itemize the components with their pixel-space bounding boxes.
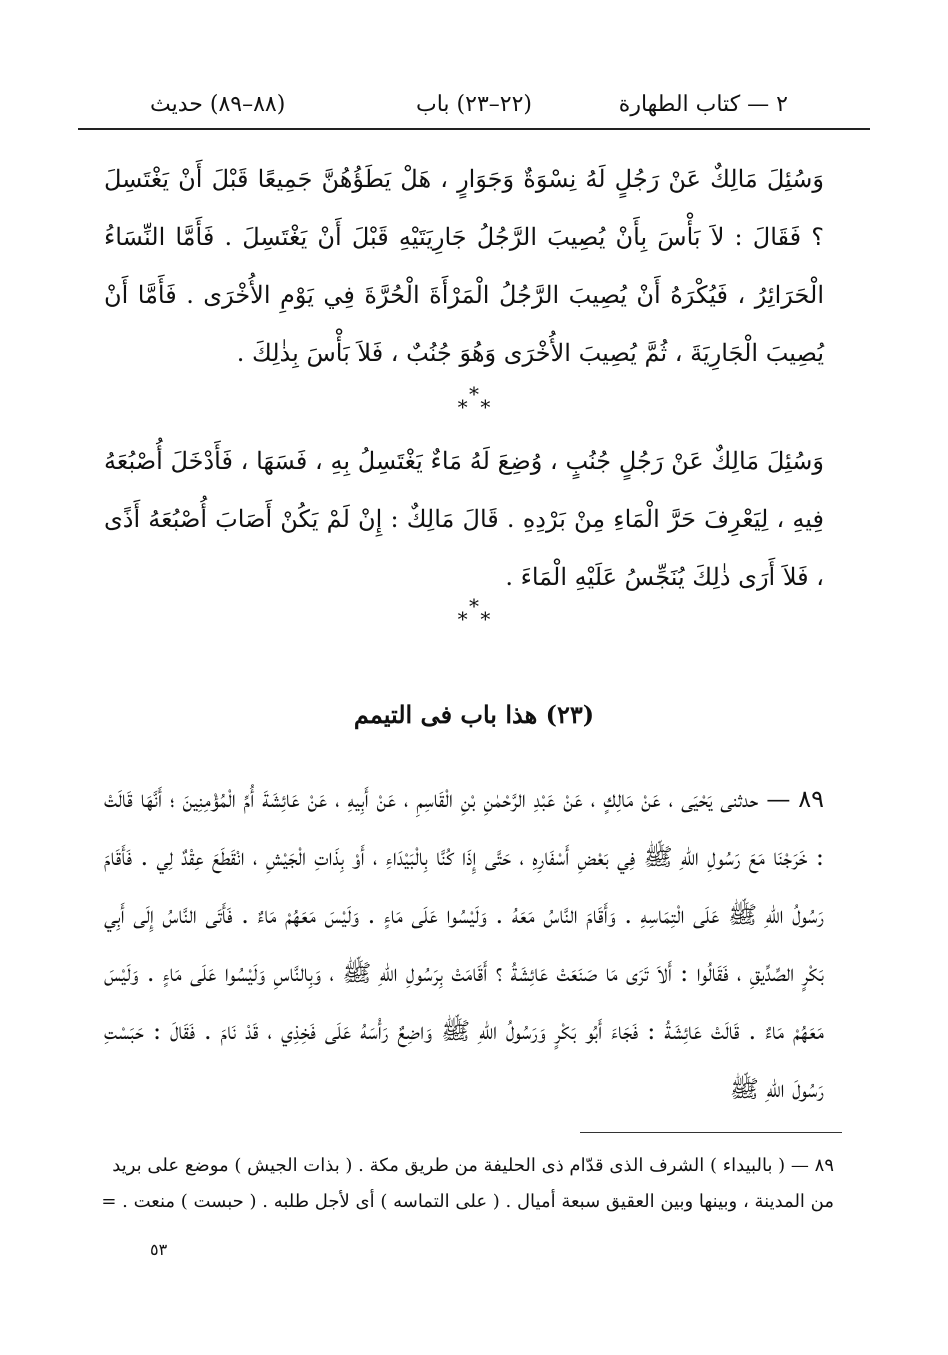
- footnote: [101, 1148, 834, 1220]
- page-header: [0, 92, 948, 122]
- book-title: ٢ — كتاب الطهارة: [618, 92, 788, 117]
- section-separator: [0, 382, 948, 419]
- chapter-heading: (٢٣) هذا باب فى التيمم: [353, 700, 595, 729]
- paragraph-question-2: وَسُئِلَ مَالِكٌ عَنْ رَجُلٍ جُنُبٍ ، وُضِعَ لَهُ مَاءٌ يَغْتَسِلُ بِهِ ، فَسَهَا ، فَأَدْخَلَ أُصْبُعَهُ فِيهِ ، لِيَعْرِفَ حَرَّ الْمَاءِ مِنْ بَرْدِهِ . قَالَ مَالِكٌ : إِنْ لَمْ يَكُنْ أَصَابَ أُصْبُعَهُ أَذًى ، فَلاَ أَرَى ذٰلِكَ يُنَجِّسُ عَلَيْهِ الْمَاءَ .: [104, 447, 824, 591]
- footnote-divider: [580, 1132, 842, 1133]
- hadith-range: (٨٨–٨٩) حديث: [150, 92, 286, 117]
- separator-star: *: [469, 382, 479, 406]
- separator-star: *: [480, 395, 491, 419]
- separator-star: *: [469, 594, 479, 618]
- page-number: ٥٣: [150, 1240, 168, 1259]
- section-separator: [0, 594, 948, 631]
- separator-star: *: [480, 607, 491, 631]
- header-divider: [78, 128, 870, 130]
- footnote-line: ٨٩ — ( بالبيداء ) الشرف الذى قدّام ذى الحليفة من طريق مكة . ( بذات الجيش ) موضع على بريد: [112, 1155, 834, 1176]
- chapter-range: (٢٢–٢٣) باب: [416, 92, 532, 117]
- separator-star: *: [457, 607, 468, 631]
- hadith-89: ٨٩ — حدثنى يَحْيَى ، عَنْ مَالِكٍ ، عَنْ عَبْدِ الرَّحْمٰنِ بْنِ الْقَاسِمِ ، عَنْ أَبِيهِ ، عَنْ عَائِشَةَ أُمِّ الْمُؤْمِنِينَ ؛ أَنَّهَا قَالَتْ : خَرَجْنَا مَعَ رَسُولِ اللّٰهِ ﷺ فِي بَعْضِ أَسْفَارِهِ ، حَتَّى إِذَا كُنَّا بِالْبَيْدَاءِ ، أَوْ بِذَاتِ الْجَيْشِ ، انْقَطَعَ عِقْدٌ لِي . فَأَقَامَ رَسُولُ اللّٰهِ ﷺ عَلَى الْتِمَاسِهِ . وَأَقَامَ النَّاسُ مَعَهُ . وَلَيْسُوا عَلَى مَاءٍ . وَلَيْسَ مَعَهُمْ مَاءٌ . فَأَتَى النَّاسُ إِلَى أَبِي بَكْرٍ الصِّدِّيقِ ، فَقَالُوا : أَلاَ تَرَى مَا صَنَعَتْ عَائِشَةُ ؟ أَقَامَتْ بِرَسُولِ اللّٰهِ ﷺ ، وَبِالنَّاسِ وَلَيْسُوا عَلَى مَاءٍ . وَلَيْسَ مَعَهُمْ مَاءٌ . قَالَتْ عَائِشَةُ : فَجَاءَ أَبُو بَكْرٍ وَرَسُولُ اللّٰهِ ﷺ وَاضِعٌ رَأْسَهُ عَلَى فَخِذِي ، قَدْ نَامَ . فَقَالَ : حَبَسْتِ رَسُولَ اللّٰهِ ﷺ: [104, 785, 824, 1103]
- paragraph-question-1: وَسُئِلَ مَالِكٌ عَنْ رَجُلٍ لَهُ نِسْوَةٌ وَجَوَارٍ ، هَلْ يَطَؤُهُنَّ جَمِيعًا قَبْلَ أَنْ يَغْتَسِلَ ؟ فَقَالَ : لاَ بَأْسَ بِأَنْ يُصِيبَ الرَّجُلُ جَارِيَتَيْهِ قَبْلَ أَنْ يَغْتَسِلَ . فَأَمَّا النِّسَاءُ الْحَرَائِرُ ، فَيُكْرَهُ أَنْ يُصِيبَ الرَّجُلُ الْمَرْأَةَ الْحُرَّةَ فِي يَوْمِ الأُخْرَى . فَأَمَّا أَنْ يُصِيبَ الْجَارِيَةَ ، ثُمَّ يُصِيبَ الأُخْرَى وَهُوَ جُنُبٌ ، فَلاَ بَأْسَ بِذٰلِكَ .: [104, 165, 824, 367]
- separator-star: *: [457, 395, 468, 419]
- footnote-line: من المدينة ، وبينها وبين العقيق سبعة أميال . ( على التماسه ) أى لأجل طلبه . ( حبست ) منعت . =: [101, 1191, 834, 1212]
